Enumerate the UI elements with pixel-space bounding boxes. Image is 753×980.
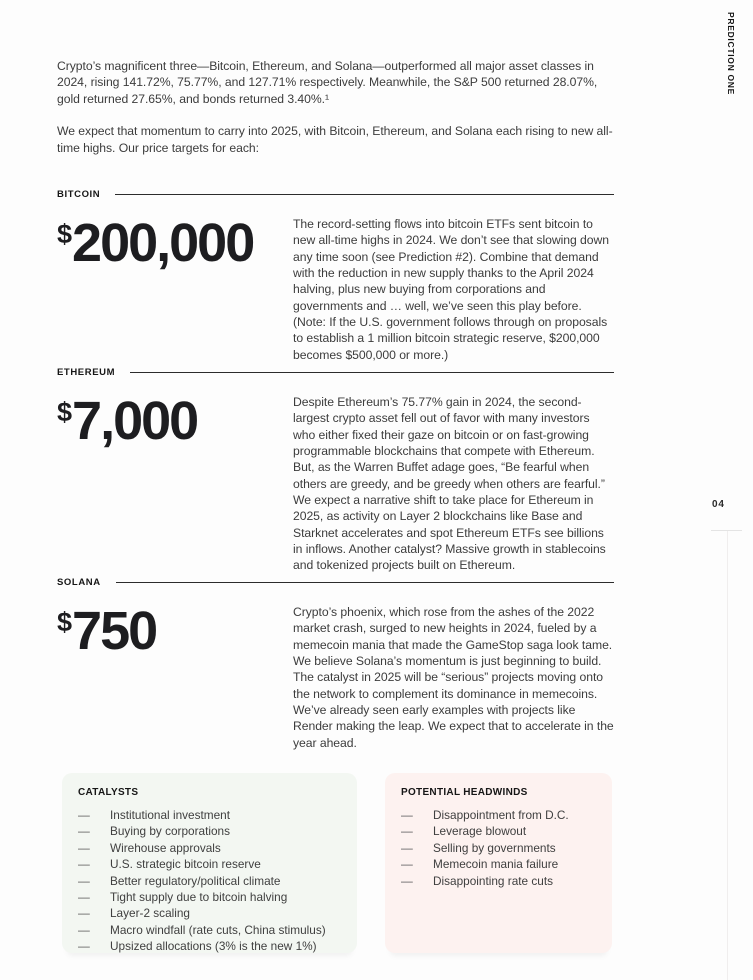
list-item-label: Disappointment from D.C. <box>433 808 569 822</box>
list-item-label: Wirehouse approvals <box>110 840 221 855</box>
price-value: 750 <box>72 601 157 661</box>
intro-paragraph-targets: We expect that momentum to carry into 2025, with Bitcoin, Ethereum, and Solana each rising to new all-time highs. Our price targets for each: <box>57 124 613 155</box>
price-column <box>57 601 293 751</box>
section-body <box>57 601 614 751</box>
list-item-label: Institutional investment <box>110 808 230 822</box>
headwinds-title: POTENTIAL HEADWINDS <box>401 787 528 798</box>
list-item-label: Memecoin mania failure <box>433 857 559 872</box>
section-label-bitcoin: BITCOIN <box>57 189 101 200</box>
list-item-label: Selling by governments <box>433 840 556 855</box>
catalysts-box <box>62 773 357 953</box>
list-item-label: Layer-2 scaling <box>110 906 190 921</box>
list-item <box>401 873 596 889</box>
list-item <box>78 823 341 839</box>
dollar-sign: $ <box>57 397 73 427</box>
page-number: 04 <box>712 499 725 510</box>
list-item <box>78 905 341 921</box>
summary-boxes <box>62 773 612 953</box>
section-label-ethereum: ETHEREUM <box>57 367 116 378</box>
list-item-label: Macro windfall (rate cuts, China stimulus) <box>110 922 326 937</box>
dash-bullet: — <box>78 939 90 954</box>
dash-bullet: — <box>401 824 413 839</box>
list-item-label: Buying by corporations <box>110 824 231 839</box>
price-value: 200,000 <box>72 213 254 273</box>
headwinds-box <box>385 773 612 953</box>
ethereum-paragraph: Despite Ethereum’s 75.77% gain in 2024, the second-largest crypto asset fell out of favor with many investors who either fixed their gaze on bitcoin or on fast-growing programmable blockchains that compete with Ethereum. But, as the Warren Buffet adage goes, “Be fearful when others are greedy, and be greedy when others are fearful.” We expect a narrative shift to take place for Ethereum in 2025, as activity on Layer 2 blockchains like Base and Starknet accelerates and spot Ethereum ETFs see billions in inflows. Another catalyst? Massive growth in stablecoins and tokenized projects built on Ethereum. <box>293 395 606 573</box>
section-header <box>57 577 614 588</box>
section-header <box>57 189 614 200</box>
list-item-label: Better regulatory/political climate <box>110 873 281 888</box>
list-item <box>401 807 596 823</box>
list-item-label: Upsized allocations (3% is the new 1%) <box>110 939 317 954</box>
list-item <box>78 856 341 872</box>
section-header <box>57 367 614 378</box>
section-bitcoin <box>57 189 614 363</box>
list-item-label: Leverage blowout <box>433 824 527 839</box>
dash-bullet: — <box>78 922 90 937</box>
list-item <box>78 938 341 954</box>
bitcoin-price-target <box>57 213 293 273</box>
dash-bullet: — <box>78 873 90 888</box>
dash-bullet: — <box>401 840 413 855</box>
list-item <box>401 823 596 839</box>
section-body <box>57 391 614 574</box>
sidebar-chapter-label: PREDICTION ONE <box>726 12 736 96</box>
section-rule <box>115 194 614 196</box>
headwinds-list <box>401 807 596 889</box>
dash-bullet: — <box>401 857 413 872</box>
solana-paragraph: Crypto’s phoenix, which rose from the ashes of the 2022 market crash, surged to new heights in 2024, fueled by a memecoin mania that made the GameStop saga look tame. We believe Solana’s momentum is just beginning to build. The catalyst in 2025 will be “serious” projects moving onto the network to complement its dominance in memecoins. We’ve already seen early examples with projects like Render making the leap. We expect that to accelerate in the year ahead. <box>293 605 614 750</box>
price-column <box>57 213 293 363</box>
bitcoin-paragraph: The record-setting flows into bitcoin ETFs sent bitcoin to new all-time highs in 2024. We don’t see that slowing down any time soon (see Prediction #2). Combine that demand with the reduction in new supply thanks to the April 2024 halving, plus new buying from corporations and governments and … well, we’ve seen this play before. (Note: If the U.S. government follows through on proposals to establish a 1 million bitcoin strategic reserve, $200,000 becomes $500,000 or more.) <box>293 217 609 362</box>
list-item-label: Tight supply due to bitcoin halving <box>110 890 288 905</box>
ethereum-price-target <box>57 391 293 451</box>
catalysts-title: CATALYSTS <box>78 787 139 798</box>
section-rule <box>116 582 614 584</box>
list-item <box>401 856 596 872</box>
list-item <box>78 873 341 889</box>
dash-bullet: — <box>78 840 90 855</box>
margin-rule-vertical <box>727 531 728 980</box>
list-item <box>78 807 341 823</box>
dash-bullet: — <box>78 906 90 921</box>
intro-block <box>57 58 614 172</box>
price-value: 7,000 <box>72 391 198 451</box>
dash-bullet: — <box>401 808 413 822</box>
intro-paragraph-performance: Crypto’s magnificent three—Bitcoin, Ethereum, and Solana—outperformed all major asset classes in 2024, rising 141.72%, 75.77%, and 127.71% respectively. Meanwhile, the S&P 500 returned 28.07%, gold returned 27.65%, and bonds returned 3.40%.¹ <box>57 59 598 106</box>
dollar-sign: $ <box>57 219 73 249</box>
dash-bullet: — <box>78 824 90 839</box>
dash-bullet: — <box>78 808 90 822</box>
list-item <box>78 840 341 856</box>
list-item <box>78 922 341 938</box>
section-solana <box>57 577 614 751</box>
solana-price-target <box>57 601 293 661</box>
dollar-sign: $ <box>57 607 73 637</box>
section-label-solana: SOLANA <box>57 577 101 588</box>
list-item <box>78 889 341 905</box>
section-rule <box>130 372 614 374</box>
section-body <box>57 213 614 363</box>
dash-bullet: — <box>78 857 90 872</box>
price-column <box>57 391 293 574</box>
list-item-label: Disappointing rate cuts <box>433 873 554 888</box>
list-item <box>401 840 596 856</box>
section-ethereum <box>57 367 614 574</box>
list-item-label: U.S. strategic bitcoin reserve <box>110 857 261 872</box>
dash-bullet: — <box>78 890 90 905</box>
catalysts-list <box>78 807 341 955</box>
dash-bullet: — <box>401 873 413 888</box>
